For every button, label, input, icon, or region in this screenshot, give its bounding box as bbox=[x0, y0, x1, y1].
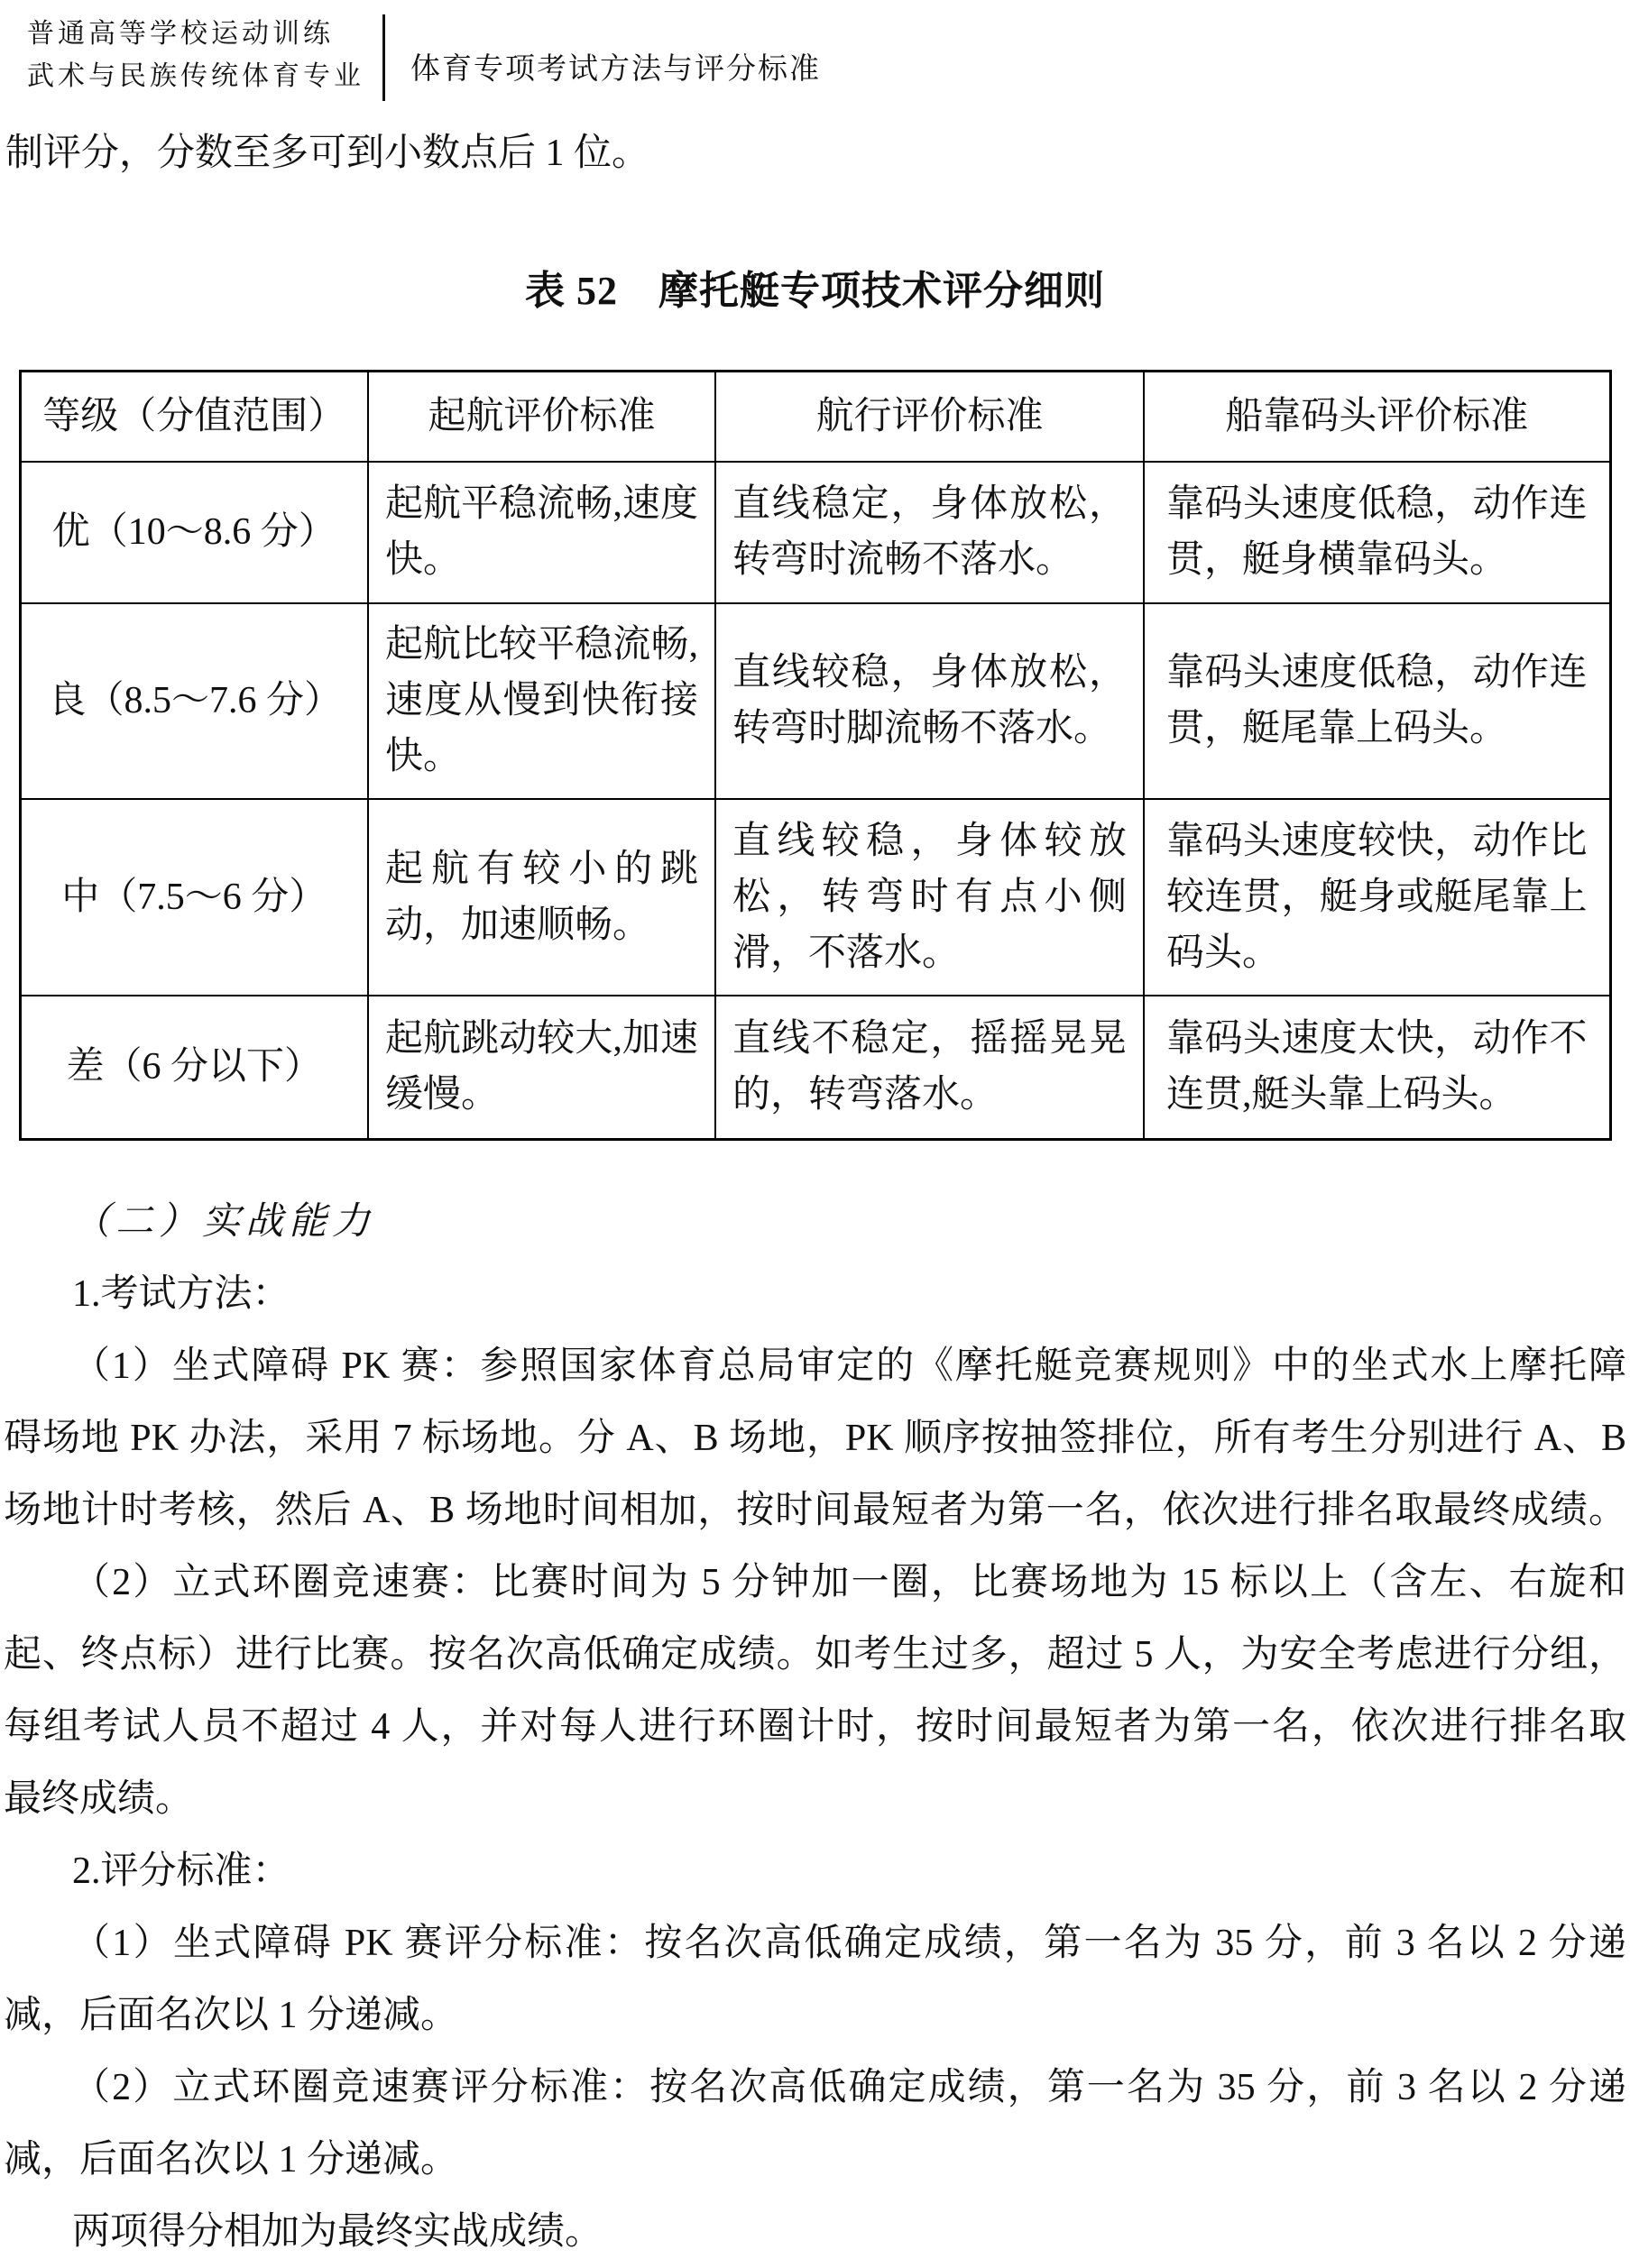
column-header-grade: 等级（分值范围） bbox=[20, 372, 368, 462]
header-series-line-1: 普通高等学校运动训练 bbox=[27, 19, 334, 49]
start-criteria-cell: 起航比较平稳流畅,速度从慢到快衔接快。 bbox=[368, 603, 715, 799]
column-header-start: 起航评价标准 bbox=[368, 372, 715, 462]
header-divider bbox=[382, 14, 385, 101]
table-header-row bbox=[20, 372, 1610, 462]
table-row bbox=[20, 603, 1610, 799]
paragraph-line: 两项得分相加为最终实战成绩。 bbox=[72, 2211, 603, 2253]
docking-criteria-cell: 靠码头速度低稳，动作连贯，艇尾靠上码头。 bbox=[1144, 603, 1610, 799]
header-book-title: 体育专项考试方法与评分标准 bbox=[410, 53, 821, 86]
grade-cell: 差（6 分以下） bbox=[20, 996, 368, 1140]
paragraph-line: 起、终点标）进行比赛。按名次高低确定成绩。如考生过多，超过 5 人，为安全考虑进行分组， bbox=[4, 1634, 1626, 1676]
table-row bbox=[20, 462, 1610, 603]
table-caption: 表 52 摩托艇专项技术评分细则 bbox=[525, 269, 1105, 313]
paragraph-line: 减，后面名次以 1 分递减。 bbox=[4, 2139, 459, 2181]
paragraph-line: （1）坐式障碍 PK 赛：参照国家体育总局审定的《摩托艇竞赛规则》中的坐式水上摩托障 bbox=[72, 1345, 1626, 1387]
sailing-criteria-cell: 直线稳定，身体放松，转弯时流畅不落水。 bbox=[715, 462, 1144, 603]
sailing-criteria-cell: 直线较稳，身体放松，转弯时脚流畅不落水。 bbox=[715, 603, 1144, 799]
docking-criteria-cell: 靠码头速度较快，动作比较连贯，艇身或艇尾靠上码头。 bbox=[1144, 799, 1610, 996]
sailing-criteria-cell: 直线不稳定，摇摇晃晃的，转弯落水。 bbox=[715, 996, 1144, 1140]
header-series-title bbox=[27, 13, 364, 97]
column-header-sailing: 航行评价标准 bbox=[715, 372, 1144, 462]
docking-criteria-cell: 靠码头速度太快，动作不连贯,艇头靠上码头。 bbox=[1144, 996, 1610, 1140]
page-header bbox=[0, 0, 1630, 101]
body-text bbox=[0, 1186, 1630, 2268]
sailing-criteria-cell: 直线较稳，身体较放松，转弯时有点小侧滑，不落水。 bbox=[715, 799, 1144, 996]
header-series-line-2: 武术与民族传统体育专业 bbox=[27, 61, 364, 91]
table-row bbox=[20, 799, 1610, 996]
paragraph-line: 碍场地 PK 办法，采用 7 标场地。分 A、B 场地，PK 顺序按抽签排位，所有考生分别进行 A、B bbox=[4, 1418, 1626, 1459]
intro-paragraph: 制评分，分数至多可到小数点后 1 位。 bbox=[5, 133, 650, 174]
start-criteria-cell: 起航有较小的跳动，加速顺畅。 bbox=[368, 799, 715, 996]
grade-cell: 中（7.5～6 分） bbox=[20, 799, 368, 996]
start-criteria-cell: 起航平稳流畅,速度快。 bbox=[368, 462, 715, 603]
grade-cell: 优（10～8.6 分） bbox=[20, 462, 368, 603]
paragraph-line: 最终成绩。 bbox=[4, 1778, 194, 1820]
scoring-table bbox=[19, 370, 1612, 1141]
paragraph-line: 每组考试人员不超过 4 人，并对每人进行环圈计时，按时间最短者为第一名，依次进行排名取 bbox=[4, 1706, 1626, 1748]
docking-criteria-cell: 靠码头速度低稳，动作连贯，艇身横靠码头。 bbox=[1144, 462, 1610, 603]
subheading-exam-method: 1.考试方法： bbox=[72, 1273, 290, 1315]
grade-cell: 良（8.5～7.6 分） bbox=[20, 603, 368, 799]
paragraph-line: （2）立式环圈竞速赛评分标准：按名次高低确定成绩，第一名为 35 分，前 3 名以 2 分递 bbox=[72, 2067, 1626, 2108]
subheading-scoring-standard: 2.评分标准： bbox=[72, 1850, 290, 1892]
table-row bbox=[20, 996, 1610, 1140]
section-heading-practical-ability: （二）实战能力 bbox=[72, 1201, 376, 1243]
paragraph-line: （2）立式环圈竞速赛：比赛时间为 5 分钟加一圈，比赛场地为 15 标以上（含左、右旋和 bbox=[72, 1562, 1626, 1603]
paragraph-line: 场地计时考核，然后 A、B 场地时间相加，按时间最短者为第一名，依次进行排名取最终成绩。 bbox=[4, 1490, 1626, 1531]
column-header-docking: 船靠码头评价标准 bbox=[1144, 372, 1610, 462]
paragraph-line: 减，后面名次以 1 分递减。 bbox=[4, 1995, 459, 2036]
paragraph-line: （1）坐式障碍 PK 赛评分标准：按名次高低确定成绩，第一名为 35 分，前 3 名以 2 分递 bbox=[72, 1923, 1626, 1964]
start-criteria-cell: 起航跳动较大,加速缓慢。 bbox=[368, 996, 715, 1140]
